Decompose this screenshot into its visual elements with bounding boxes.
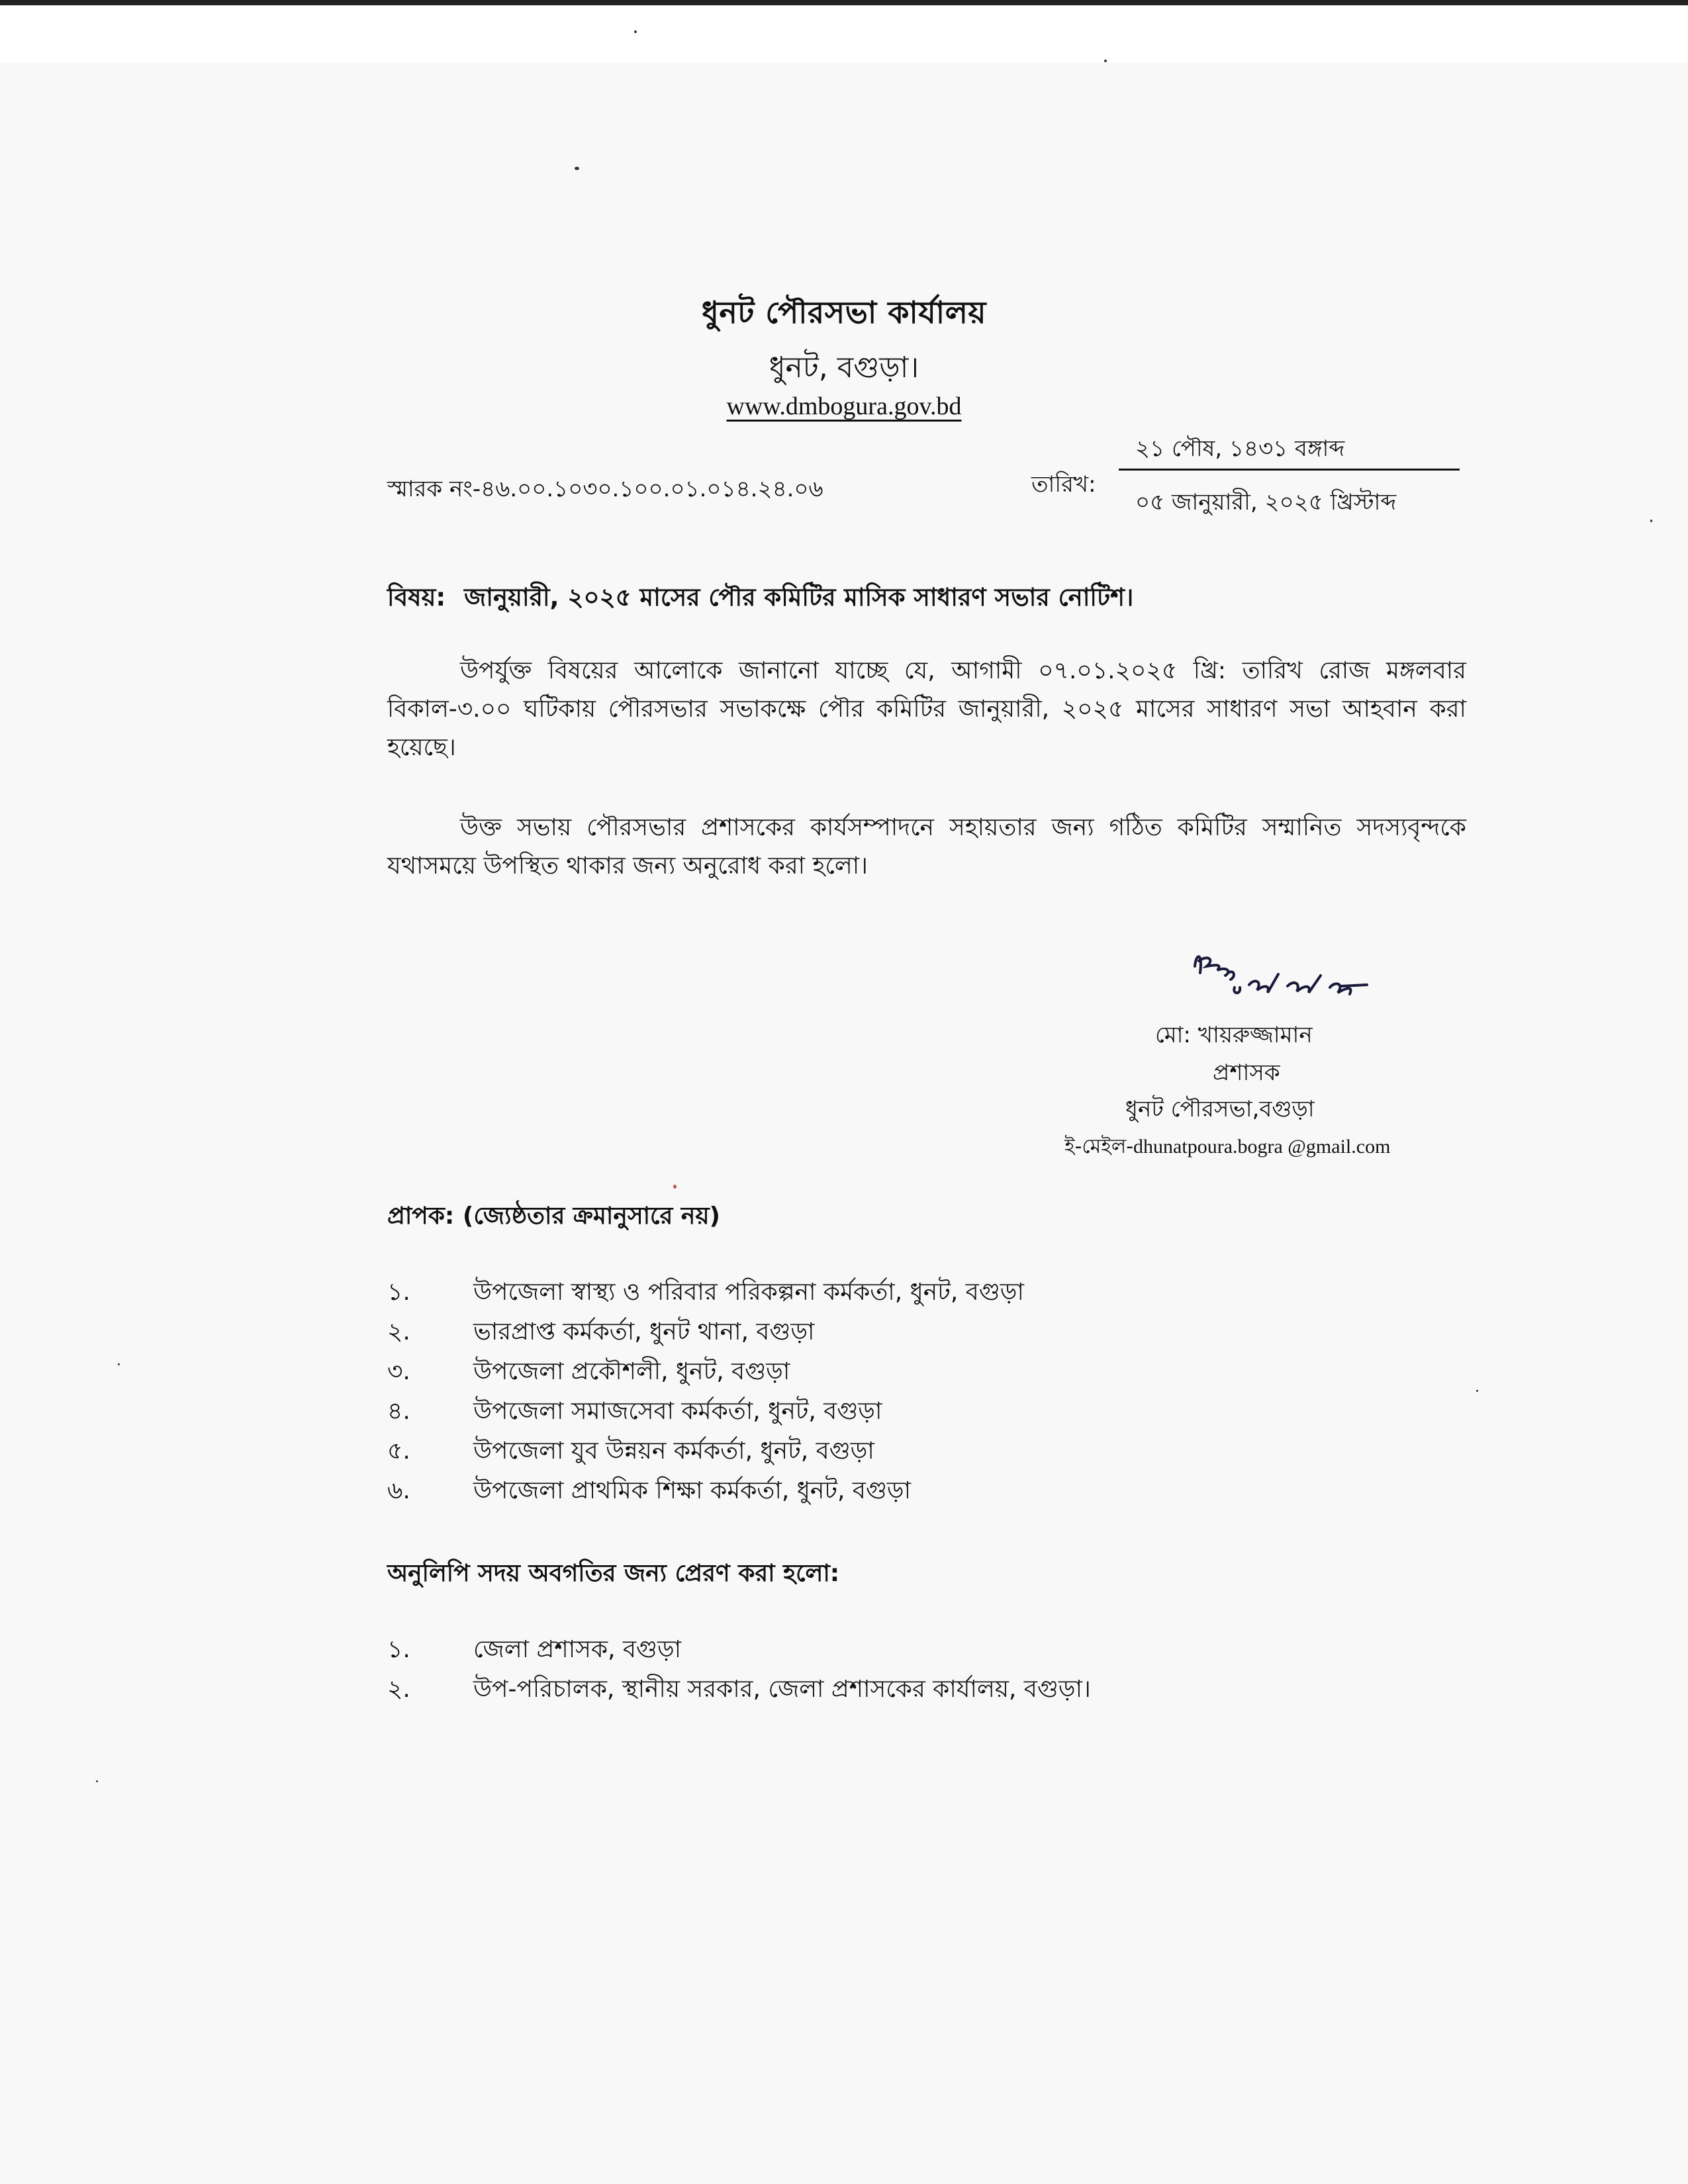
date-divider (1119, 469, 1460, 471)
scan-speck (1476, 1390, 1478, 1392)
subject-line (387, 578, 1133, 619)
recipient-item: উপজেলা প্রাথমিক শিক্ষা কর্মকর্তা, ধুনট, বগুড়া (473, 1477, 912, 1504)
copy-item: জেলা প্রশাসক, বগুড়া (473, 1636, 682, 1663)
date-label: তারিখ: (1031, 471, 1096, 498)
signatory-office: ধুনট পৌরসভা,বগুড়া (1125, 1096, 1315, 1122)
recipient-number: ৪. (387, 1398, 410, 1425)
scan-speck (575, 167, 579, 170)
signatory-designation: প্রশাসক (1213, 1060, 1280, 1086)
recipient-number: ৩. (387, 1358, 410, 1385)
subject-text: জানুয়ারী, ২০২৫ মাসের পৌর কমিটির মাসিক সাধারণ সভার নোটিশ। (464, 583, 1134, 612)
recipient-item: উপজেলা স্বাস্থ্য ও পরিবার পরিকল্পনা কর্মকর্তা, ধুনট, বগুড়া (473, 1279, 1024, 1306)
recipient-item: উপজেলা যুব উন্নয়ন কর্মকর্তা, ধুনট, বগুড়া (473, 1437, 874, 1465)
recipient-item: উপজেলা প্রকৌশলী, ধুনট, বগুড়া (473, 1358, 790, 1385)
recipient-number: ১. (387, 1279, 410, 1306)
signatory-name: মো: খায়রুজ্জামান (1155, 1022, 1313, 1048)
scan-speck (1650, 520, 1652, 522)
signatory-email (1064, 1130, 1390, 1164)
website-link[interactable]: www.dmbogura.gov.bd (726, 392, 962, 420)
copy-item: উপ-পরিচালক, স্থানীয় সরকার, জেলা প্রশাসকের কার্যালয়, বগুড়া। (473, 1676, 1091, 1703)
office-title: ধুনট পৌরসভা কার্যালয় (702, 295, 986, 330)
recipient-number: ৬. (387, 1477, 410, 1504)
scan-edge-line (0, 0, 1688, 5)
copy-number: ২. (387, 1676, 410, 1703)
scan-speck (1104, 60, 1107, 62)
scan-speck (673, 1185, 677, 1189)
scan-speck (634, 30, 637, 33)
copies-heading: অনুলিপি সদয় অবগতির জন্য প্রেরণ করা হলো: (387, 1560, 840, 1587)
recipients-heading: প্রাপক: (জ্যেষ্ঠতার ক্রমানুসারে নয়) (387, 1203, 720, 1230)
scan-speck (96, 1780, 98, 1782)
handwritten-signature (1188, 946, 1393, 1019)
scan-speck (118, 1363, 120, 1365)
recipient-item: উপজেলা সমাজসেবা কর্মকর্তা, ধুনট, বগুড়া (473, 1398, 882, 1425)
body-paragraph-2: উক্ত সভায় পৌরসভার প্রশাসকের কার্যসম্পাদনে সহায়তার জন্য গঠিত কমিটির সম্মানিত সদস্যবৃন্দকে যথাসময়ে উপস্থিত থাকার জন্য অনুরোধ করা হলো। (387, 814, 1466, 880)
subject-label: বিষয়: (387, 583, 446, 612)
date-english: ০৫ জানুয়ারী, ২০২৫ খ্রিস্টাব্দ (1135, 489, 1397, 516)
email-label: ই-মেইল- (1064, 1135, 1134, 1158)
memo-number: স্মারক নং-৪৬.০০.১০৩০.১০০.০১.০১৪.২৪.০৬ (387, 476, 823, 502)
body-paragraph-1: উপর্যুক্ত বিষয়ের আলোকে জানানো যাচ্ছে যে, আগামী ০৭.০১.২০২৫ খ্রি: তারিখ রোজ মঙ্গলবার বিকাল-৩.০০ ঘটিকায় পৌরসভার সভাকক্ষে পৌর কমিটির জানুয়ারী, ২০২৫ মাসের সাধারণ সভা আহবান করা হয়েছে। (387, 657, 1466, 761)
copy-number: ১. (387, 1636, 410, 1663)
recipient-number: ৫. (387, 1437, 410, 1465)
recipient-number: ২. (387, 1318, 410, 1345)
office-location: ধুনট, বগুড়া। (769, 351, 919, 385)
recipient-item: ভারপ্রাপ্ত কর্মকর্তা, ধুনট থানা, বগুড়া (473, 1318, 815, 1345)
date-bangla: ২১ পৌষ, ১৪৩১ বঙ্গাব্দ (1135, 435, 1345, 462)
email-address[interactable]: dhunatpoura.bogra @gmail.com (1133, 1136, 1391, 1158)
scan-margin (0, 0, 1688, 63)
